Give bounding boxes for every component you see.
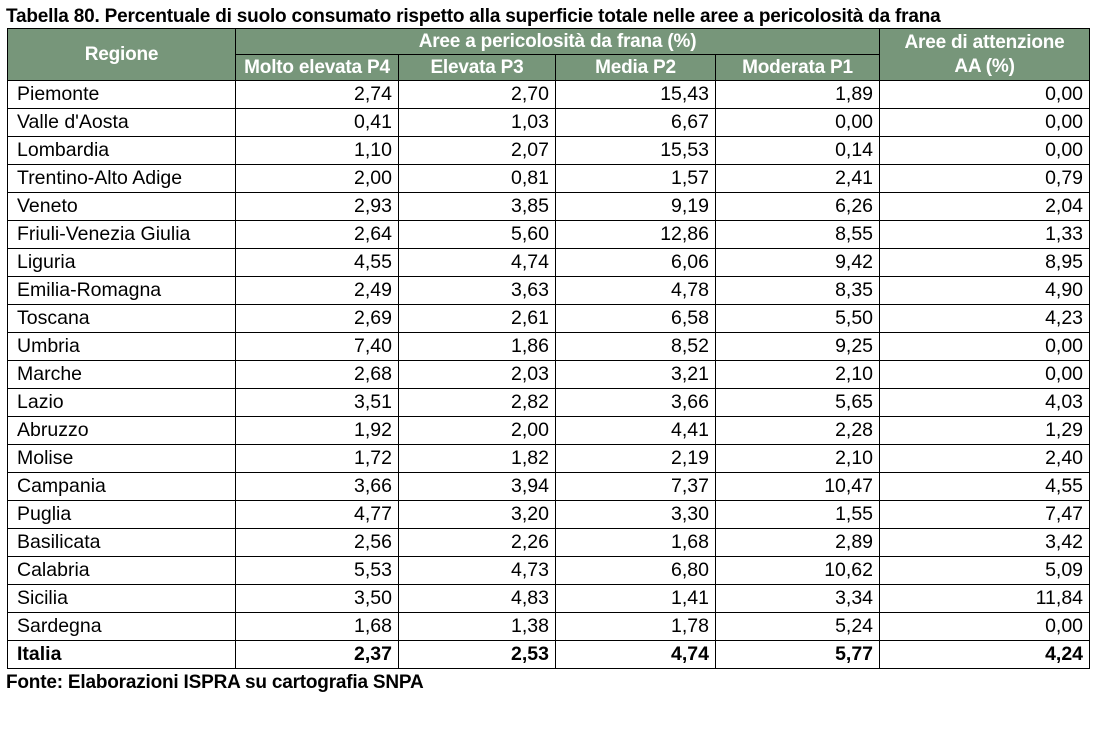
cell-region: Piemonte bbox=[8, 81, 236, 109]
cell-p4: 2,74 bbox=[236, 81, 399, 109]
cell-region: Veneto bbox=[8, 193, 236, 221]
cell-region: Abruzzo bbox=[8, 417, 236, 445]
table-row bbox=[8, 389, 1090, 417]
cell-aa: 0,00 bbox=[880, 81, 1090, 109]
cell-aa: 3,42 bbox=[880, 529, 1090, 557]
cell-p3: 3,20 bbox=[399, 501, 556, 529]
cell-p1: 1,89 bbox=[716, 81, 880, 109]
cell-region: Calabria bbox=[8, 557, 236, 585]
header-p2: Media P2 bbox=[556, 55, 716, 81]
table-row bbox=[8, 193, 1090, 221]
cell-p2: 1,41 bbox=[556, 585, 716, 613]
table-row bbox=[8, 529, 1090, 557]
cell-region: Liguria bbox=[8, 249, 236, 277]
table-row bbox=[8, 445, 1090, 473]
table-row bbox=[8, 305, 1090, 333]
cell-p4: 1,10 bbox=[236, 137, 399, 165]
cell-region: Trentino-Alto Adige bbox=[8, 165, 236, 193]
cell-p2: 6,06 bbox=[556, 249, 716, 277]
cell-p3: 5,60 bbox=[399, 221, 556, 249]
cell-p3: 1,38 bbox=[399, 613, 556, 641]
cell-aa: 0,00 bbox=[880, 137, 1090, 165]
cell-p2: 3,30 bbox=[556, 501, 716, 529]
cell-p1: 10,47 bbox=[716, 473, 880, 501]
cell-region: Sardegna bbox=[8, 613, 236, 641]
cell-p4: 2,68 bbox=[236, 361, 399, 389]
cell-aa: 7,47 bbox=[880, 501, 1090, 529]
cell-aa: 5,09 bbox=[880, 557, 1090, 585]
cell-p2: 4,74 bbox=[556, 641, 716, 669]
table-row bbox=[8, 613, 1090, 641]
cell-p4: 2,00 bbox=[236, 165, 399, 193]
cell-aa: 0,00 bbox=[880, 109, 1090, 137]
cell-region: Umbria bbox=[8, 333, 236, 361]
cell-p2: 8,52 bbox=[556, 333, 716, 361]
cell-p1: 10,62 bbox=[716, 557, 880, 585]
cell-region: Molise bbox=[8, 445, 236, 473]
cell-p1: 8,55 bbox=[716, 221, 880, 249]
cell-p3: 2,03 bbox=[399, 361, 556, 389]
cell-p1: 5,24 bbox=[716, 613, 880, 641]
cell-region: Emilia-Romagna bbox=[8, 277, 236, 305]
cell-p1: 1,55 bbox=[716, 501, 880, 529]
cell-p2: 2,19 bbox=[556, 445, 716, 473]
cell-p2: 3,21 bbox=[556, 361, 716, 389]
cell-p3: 2,70 bbox=[399, 81, 556, 109]
cell-p1: 5,50 bbox=[716, 305, 880, 333]
cell-p3: 2,00 bbox=[399, 417, 556, 445]
cell-p3: 2,07 bbox=[399, 137, 556, 165]
cell-p2: 15,43 bbox=[556, 81, 716, 109]
cell-p3: 3,63 bbox=[399, 277, 556, 305]
cell-p3: 1,03 bbox=[399, 109, 556, 137]
cell-region: Valle d'Aosta bbox=[8, 109, 236, 137]
cell-p4: 2,93 bbox=[236, 193, 399, 221]
table-title: Tabella 80. Percentuale di suolo consumato rispetto alla superficie totale nelle aree a pericolosità da frana bbox=[6, 6, 941, 27]
cell-aa: 0,79 bbox=[880, 165, 1090, 193]
cell-p3: 2,82 bbox=[399, 389, 556, 417]
cell-aa: 4,03 bbox=[880, 389, 1090, 417]
table-row bbox=[8, 473, 1090, 501]
cell-p3: 2,53 bbox=[399, 641, 556, 669]
cell-aa: 4,90 bbox=[880, 277, 1090, 305]
table-row bbox=[8, 81, 1090, 109]
cell-region: Sicilia bbox=[8, 585, 236, 613]
cell-p4: 1,72 bbox=[236, 445, 399, 473]
cell-p2: 4,41 bbox=[556, 417, 716, 445]
cell-p4: 1,92 bbox=[236, 417, 399, 445]
header-p1: Moderata P1 bbox=[716, 55, 880, 81]
data-table bbox=[7, 28, 1090, 669]
cell-p4: 5,53 bbox=[236, 557, 399, 585]
cell-p1: 2,28 bbox=[716, 417, 880, 445]
header-aa-line2: AA (%) bbox=[954, 55, 1015, 77]
table-row bbox=[8, 221, 1090, 249]
cell-aa: 0,00 bbox=[880, 361, 1090, 389]
cell-p2: 4,78 bbox=[556, 277, 716, 305]
table-row bbox=[8, 333, 1090, 361]
cell-p3: 0,81 bbox=[399, 165, 556, 193]
cell-p1: 2,41 bbox=[716, 165, 880, 193]
table-row bbox=[8, 249, 1090, 277]
cell-aa: 1,29 bbox=[880, 417, 1090, 445]
table-row bbox=[8, 417, 1090, 445]
cell-p4: 0,41 bbox=[236, 109, 399, 137]
cell-p1: 2,10 bbox=[716, 361, 880, 389]
cell-p2: 15,53 bbox=[556, 137, 716, 165]
cell-p4: 1,68 bbox=[236, 613, 399, 641]
cell-p4: 4,77 bbox=[236, 501, 399, 529]
cell-region: Basilicata bbox=[8, 529, 236, 557]
table-header bbox=[8, 29, 1090, 81]
cell-aa: 2,04 bbox=[880, 193, 1090, 221]
cell-aa: 2,40 bbox=[880, 445, 1090, 473]
cell-p1: 2,89 bbox=[716, 529, 880, 557]
source-note: Fonte: Elaborazioni ISPRA su cartografia SNPA bbox=[6, 672, 424, 693]
table-row bbox=[8, 165, 1090, 193]
header-p4: Molto elevata P4 bbox=[236, 55, 399, 81]
cell-p2: 12,86 bbox=[556, 221, 716, 249]
cell-p2: 9,19 bbox=[556, 193, 716, 221]
cell-p4: 2,37 bbox=[236, 641, 399, 669]
cell-p1: 9,25 bbox=[716, 333, 880, 361]
cell-p1: 8,35 bbox=[716, 277, 880, 305]
cell-p1: 2,10 bbox=[716, 445, 880, 473]
cell-p4: 7,40 bbox=[236, 333, 399, 361]
cell-aa: 0,00 bbox=[880, 613, 1090, 641]
cell-p3: 2,61 bbox=[399, 305, 556, 333]
cell-p3: 3,85 bbox=[399, 193, 556, 221]
cell-p2: 1,68 bbox=[556, 529, 716, 557]
cell-p2: 6,67 bbox=[556, 109, 716, 137]
cell-p3: 4,83 bbox=[399, 585, 556, 613]
cell-p3: 1,86 bbox=[399, 333, 556, 361]
cell-p1: 5,77 bbox=[716, 641, 880, 669]
cell-p2: 3,66 bbox=[556, 389, 716, 417]
cell-region: Marche bbox=[8, 361, 236, 389]
cell-aa: 4,24 bbox=[880, 641, 1090, 669]
cell-p4: 4,55 bbox=[236, 249, 399, 277]
table-body bbox=[8, 81, 1090, 669]
cell-p3: 3,94 bbox=[399, 473, 556, 501]
cell-p1: 3,34 bbox=[716, 585, 880, 613]
table-row bbox=[8, 361, 1090, 389]
cell-p4: 3,66 bbox=[236, 473, 399, 501]
cell-p4: 3,50 bbox=[236, 585, 399, 613]
cell-region: Lombardia bbox=[8, 137, 236, 165]
table-row bbox=[8, 585, 1090, 613]
cell-region: Puglia bbox=[8, 501, 236, 529]
cell-p1: 6,26 bbox=[716, 193, 880, 221]
cell-p2: 1,78 bbox=[556, 613, 716, 641]
cell-p3: 1,82 bbox=[399, 445, 556, 473]
cell-region: Campania bbox=[8, 473, 236, 501]
cell-aa: 8,95 bbox=[880, 249, 1090, 277]
header-p3: Elevata P3 bbox=[399, 55, 556, 81]
cell-p4: 2,69 bbox=[236, 305, 399, 333]
cell-aa: 4,55 bbox=[880, 473, 1090, 501]
cell-p1: 9,42 bbox=[716, 249, 880, 277]
cell-p4: 2,49 bbox=[236, 277, 399, 305]
cell-p2: 6,80 bbox=[556, 557, 716, 585]
cell-p4: 2,56 bbox=[236, 529, 399, 557]
total-row bbox=[8, 641, 1090, 669]
cell-p4: 2,64 bbox=[236, 221, 399, 249]
header-group-landslide: Aree a pericolosità da frana (%) bbox=[236, 29, 880, 55]
table-row bbox=[8, 501, 1090, 529]
cell-p2: 1,57 bbox=[556, 165, 716, 193]
cell-p4: 3,51 bbox=[236, 389, 399, 417]
cell-aa: 11,84 bbox=[880, 585, 1090, 613]
cell-p2: 6,58 bbox=[556, 305, 716, 333]
cell-p3: 4,74 bbox=[399, 249, 556, 277]
header-attention-areas bbox=[880, 29, 1090, 81]
table-row bbox=[8, 109, 1090, 137]
table-row bbox=[8, 277, 1090, 305]
header-aa-line1: Aree di attenzione bbox=[904, 31, 1065, 53]
cell-aa: 4,23 bbox=[880, 305, 1090, 333]
cell-p1: 0,14 bbox=[716, 137, 880, 165]
header-region: Regione bbox=[8, 29, 236, 81]
table-row bbox=[8, 557, 1090, 585]
cell-p3: 4,73 bbox=[399, 557, 556, 585]
cell-region: Italia bbox=[8, 641, 236, 669]
cell-p3: 2,26 bbox=[399, 529, 556, 557]
cell-aa: 0,00 bbox=[880, 333, 1090, 361]
cell-region: Lazio bbox=[8, 389, 236, 417]
table-row bbox=[8, 137, 1090, 165]
cell-p1: 0,00 bbox=[716, 109, 880, 137]
cell-region: Toscana bbox=[8, 305, 236, 333]
cell-region: Friuli-Venezia Giulia bbox=[8, 221, 236, 249]
cell-p1: 5,65 bbox=[716, 389, 880, 417]
cell-aa: 1,33 bbox=[880, 221, 1090, 249]
cell-p2: 7,37 bbox=[556, 473, 716, 501]
